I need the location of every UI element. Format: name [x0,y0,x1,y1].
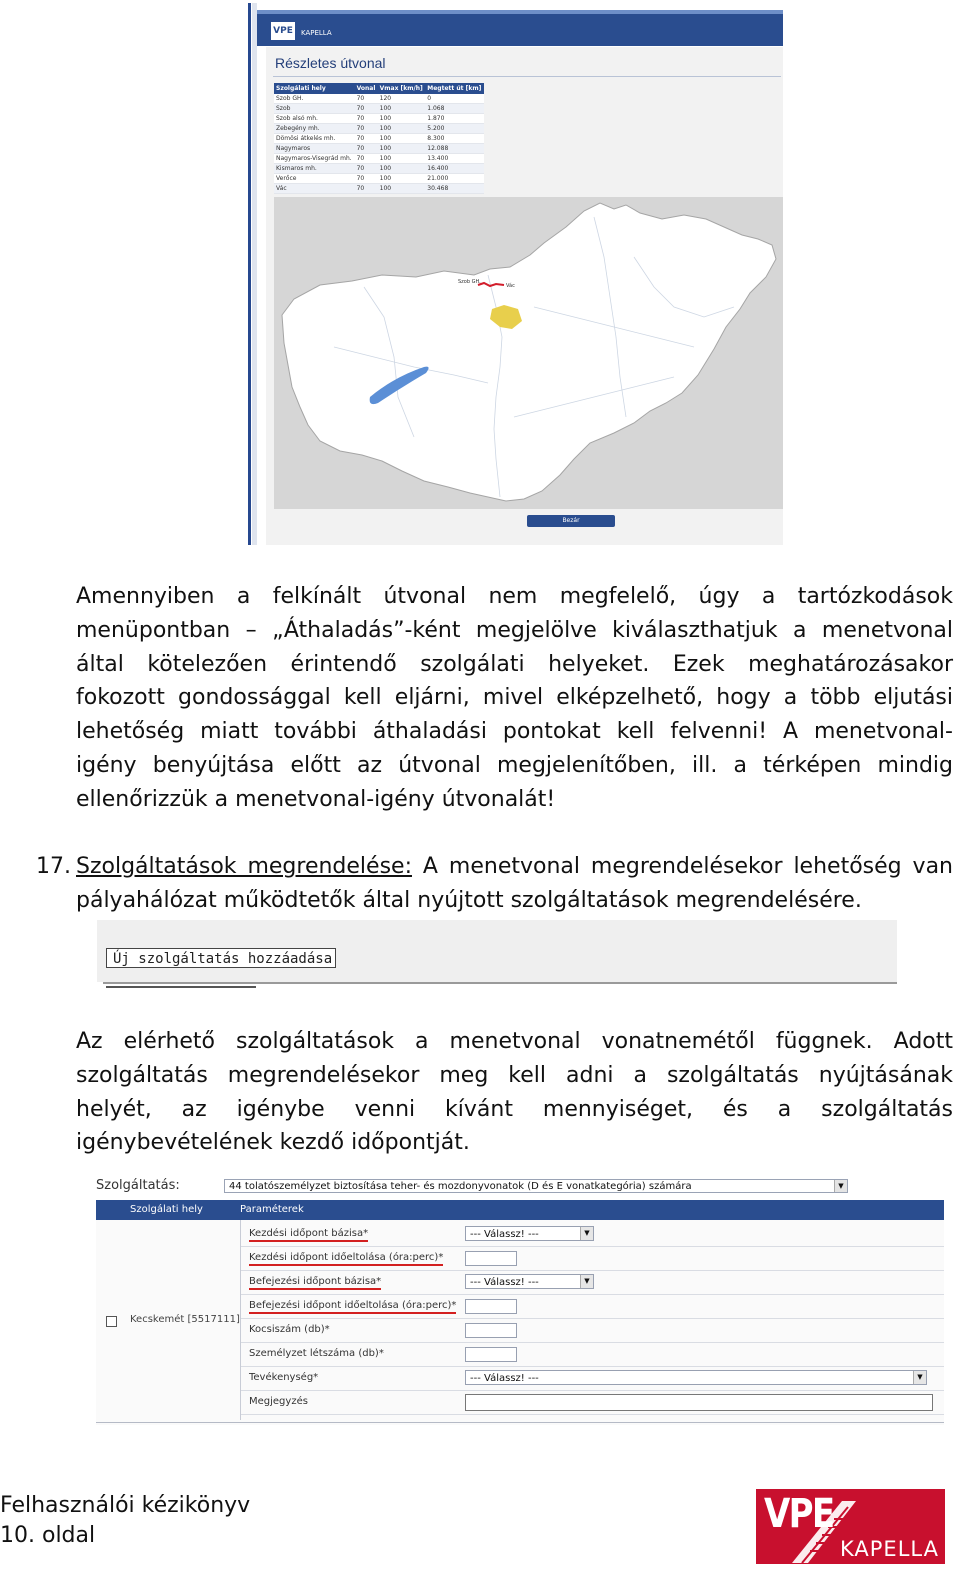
table-cell: 70 [355,124,378,134]
text-line: szolgáltatás megrendelésekor meg kell adni a szolgáltatás nyújtásának [76,1062,953,1088]
param-input[interactable] [465,1299,517,1314]
service-table-header [96,1200,944,1220]
table-cell: 100 [378,134,426,144]
route-map[interactable] [274,197,783,509]
table-cell: 21.000 [425,174,484,184]
table-cell: 100 [378,154,426,164]
window-frame-inner [252,3,257,545]
table-cell: 70 [355,154,378,164]
param-row [241,1223,944,1247]
table-cell: Szob GH. [274,94,355,104]
table-cell: 100 [378,164,426,174]
route-table [274,83,484,194]
table-cell: Nagymaros-Visegrád mh. [274,154,355,164]
logo-kapella: KAPELLA [840,1537,939,1561]
map-label-start: Szob GH. [458,279,481,285]
param-row [241,1367,944,1391]
param-row [241,1391,944,1415]
item17-line2: pályahálózat működtetők által nyújtott szolgáltatások megrendelésére. [76,887,862,913]
table-row [274,164,484,174]
param-row [241,1319,944,1343]
table-cell: 12.088 [425,144,484,154]
text-line: lehetőség miatt további áthaladási pontokat kell felvenni! A menetvonal- [76,719,953,745]
text-line: ellenőrizzük a menetvonal-igény útvonalát! [76,786,556,812]
footer-doc-title: Felhasználói kézikönyv [0,1493,251,1518]
route-detail-panel [266,47,783,545]
table-cell: 100 [378,124,426,134]
table-cell: 70 [355,104,378,114]
text-line: menüpontban – „Áthaladás”-ként megjelölve kiválaszthatjuk a menetvonal [76,617,953,643]
text-line: igény benyújtása előtt az útvonal megjelenítőben, ill. a térképen mindig [76,752,953,778]
table-row [274,154,484,164]
param-row [241,1247,944,1271]
table-cell: Szob alsó mh. [274,114,355,124]
text-line: helyét, az igénybe venni kívánt mennyiséget, és a szolgáltatás [76,1096,953,1122]
hungary-outline [282,203,776,501]
param-input[interactable] [465,1323,517,1338]
hungary-map-svg [274,197,783,509]
table-cell: Verőce [274,174,355,184]
service-form-screenshot [96,1175,944,1425]
param-input[interactable] [465,1251,517,1266]
table-cell: 1.870 [425,114,484,124]
param-label: Befejezési időpont időeltolása (óra:perc)* [249,1300,456,1314]
table-cell: 100 [378,174,426,184]
table-row [274,114,484,124]
table-bottom-border [96,1422,944,1423]
table-cell: 1.068 [425,104,484,114]
paragraph-route-check [76,580,953,817]
paragraph-service-details [76,1025,953,1160]
title-divider [273,76,781,77]
text-line: Amennyiben a felkínált útvonal nem megfelelő, úgy a tartózkodások [76,584,953,609]
param-label: Személyzet létszáma (db)* [249,1348,384,1359]
table-cell: 5.200 [425,124,484,134]
col-distance: Megtett út [km] [425,83,484,94]
item17-line1 [76,850,953,884]
table-cell: 13.400 [425,154,484,164]
col-location: Szolgálati hely [130,1204,203,1215]
route-table-header [274,83,484,94]
param-select-value: --- Válassz! --- [470,1373,539,1384]
col-parameters: Paraméterek [240,1204,304,1215]
table-cell: 70 [355,114,378,124]
col-vmax: Vmax [km/h] [378,83,426,94]
route-window-screenshot [248,3,783,545]
route-detail-title: Részletes útvonal [275,55,386,71]
param-label: Kocsiszám (db)* [249,1324,330,1335]
table-row [274,94,484,104]
station-checkbox[interactable] [106,1316,117,1327]
chevron-down-icon[interactable]: ▼ [913,1371,926,1384]
toolbar-divider [103,982,897,984]
table-row [274,184,484,194]
table-cell: 70 [355,144,378,154]
param-select[interactable] [465,1226,594,1241]
table-cell: 120 [378,94,426,104]
station-name: Kecskemét [5517111] [130,1314,240,1325]
param-label: Befejezési időpont bázisa* [249,1276,381,1290]
kapella-mini-brand: KAPELLA [301,29,332,37]
table-row [274,134,484,144]
table-cell: 0 [425,94,484,104]
param-select-value: --- Válassz! --- [470,1229,539,1240]
tab-edge [106,986,256,988]
add-service-screenshot [97,920,897,990]
kapella-mini-logo: VPE [271,22,295,40]
table-cell: 100 [378,144,426,154]
table-cell: Zebegény mh. [274,124,355,134]
table-cell: 100 [378,114,426,124]
param-select[interactable] [465,1370,927,1385]
app-header-bar [257,10,783,46]
service-label: Szolgáltatás: [96,1178,180,1193]
text-line: által kötelezően érintendő szolgálati helyeket. Ezek meghatározásakor [76,651,953,677]
text-line: fokozott gondossággal kell eljárni, mivel elképzelhető, hogy a több eljutási [76,685,953,711]
param-select[interactable] [465,1274,594,1289]
table-cell: 70 [355,134,378,144]
table-cell: 8.300 [425,134,484,144]
table-cell: Dömösi átkelés mh. [274,134,355,144]
param-label: Kezdési időpont bázisa* [249,1228,368,1242]
list-item-17 [36,850,953,918]
vpe-kapella-logo [756,1489,945,1564]
param-label: Megjegyzés [249,1396,308,1407]
map-label-end: Vác [506,283,515,289]
table-cell: Szob [274,104,355,114]
service-select[interactable] [224,1179,848,1193]
header-stripe [257,10,783,14]
table-row [274,174,484,184]
chevron-down-icon[interactable]: ▼ [580,1227,593,1240]
table-cell: 70 [355,164,378,174]
table-cell: 100 [378,184,426,194]
param-row [241,1271,944,1295]
table-cell: 70 [355,94,378,104]
chevron-down-icon[interactable]: ▼ [834,1180,847,1192]
table-row [274,124,484,134]
item17-heading: Szolgáltatások megrendelése: [76,854,412,879]
param-label: Kezdési időpont időeltolása (óra:perc)* [249,1252,443,1266]
table-row [274,144,484,154]
table-cell: Kismaros mh. [274,164,355,174]
table-cell: Vác [274,184,355,194]
table-cell: 70 [355,184,378,194]
note-input[interactable] [465,1394,933,1411]
param-input[interactable] [465,1347,517,1362]
table-cell: 30.468 [425,184,484,194]
item17-line1-text: A menetvonal megrendelésekor lehetőség van [411,854,953,879]
footer-page-number: 10. oldal [0,1523,96,1548]
close-button[interactable]: Bezár [527,515,615,527]
page-footer [0,1491,250,1551]
table-cell: 100 [378,104,426,114]
table-row [274,104,484,114]
param-row [241,1343,944,1367]
window-frame [248,3,251,545]
table-cell: 70 [355,174,378,184]
param-select-value: --- Válassz! --- [470,1277,539,1288]
text-line: igénybevételének kezdő időpontját. [76,1130,470,1156]
logo-vpe: VPE [764,1491,834,1537]
param-row [241,1295,944,1319]
col-line: Vonal [355,83,378,94]
table-cell: 16.400 [425,164,484,174]
service-select-value: 44 tolatószemélyzet biztosítása teher- és mozdonyvonatok (D és E vonatkategória) számára [229,1181,692,1192]
add-service-button[interactable]: Új szolgáltatás hozzáadása [106,948,336,968]
table-cell: Nagymaros [274,144,355,154]
param-label: Tevékenység* [249,1372,319,1383]
text-line: Az elérhető szolgáltatások a menetvonal vonatnemétől függnek. Adott [76,1029,953,1054]
list-number: 17. [36,854,71,879]
chevron-down-icon[interactable]: ▼ [580,1275,593,1288]
col-station: Szolgálati hely [274,83,355,94]
